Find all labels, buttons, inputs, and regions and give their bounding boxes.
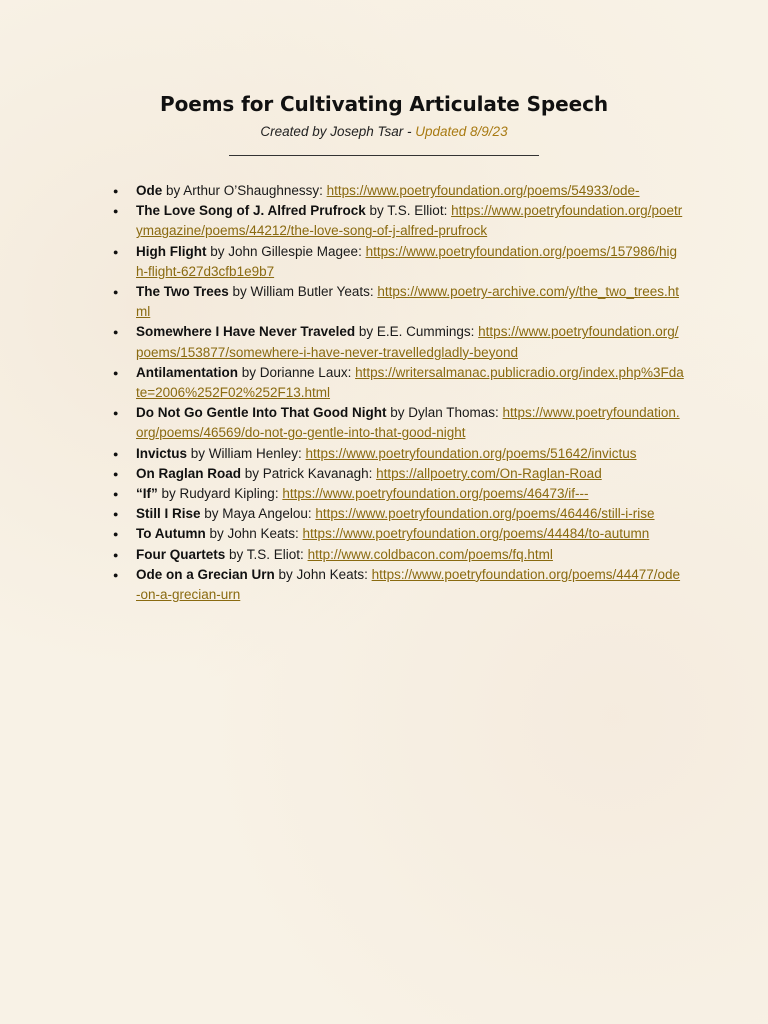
- poem-title: To Autumn: [136, 526, 206, 542]
- poem-list-item: [0, 565, 768, 605]
- poem-author: by John Keats:: [274, 566, 372, 582]
- page-title: Poems for Cultivating Articulate Speech: [160, 92, 608, 116]
- title-divider: [229, 155, 539, 156]
- poem-list-item: [0, 201, 768, 241]
- poem-title: On Raglan Road: [136, 465, 242, 481]
- poem-list-item: [0, 282, 768, 322]
- poem-list: [0, 181, 768, 605]
- poem-link[interactable]: https://www.poetryfoundation.org/poems/44477/ode-on-a-grecian-urn: [136, 566, 681, 603]
- poem-list-item: [0, 322, 768, 362]
- poem-list-item: [0, 484, 768, 504]
- poem-link[interactable]: https://www.poetryfoundation.org/poetrymagazine/poems/44212/the-love-song-of-j-alfred-prufrock: [136, 203, 683, 239]
- poem-author: by Patrick Kavanagh:: [241, 465, 377, 481]
- poem-author: by Dylan Thomas:: [386, 405, 503, 421]
- poem-title: Four Quartets: [136, 546, 226, 562]
- poem-list-item: [0, 242, 768, 282]
- poem-list-item: [0, 464, 768, 484]
- poem-link[interactable]: https://www.poetryfoundation.org/poems/51642/invictus: [305, 445, 637, 461]
- poem-author: by William Butler Yeats:: [228, 284, 378, 300]
- poem-list-item: [0, 444, 768, 464]
- poem-link[interactable]: https://www.poetryfoundation.org/poems/157986/high-flight-627d3cfb1e9b7: [136, 243, 678, 279]
- poem-list-item: [0, 545, 768, 565]
- poem-title: Do Not Go Gentle Into That Good Night: [136, 405, 387, 421]
- poem-title: High Flight: [136, 243, 207, 259]
- poem-title: Ode: [136, 183, 163, 198]
- poem-link[interactable]: https://www.poetryfoundation.org/poems/46446/still-i-rise: [315, 506, 655, 522]
- poem-author: by Maya Angelou:: [200, 506, 316, 522]
- poem-list-item: [0, 403, 768, 443]
- poem-link[interactable]: https://www.poetryfoundation.org/poems/153877/somewhere-i-have-never-travelledgladly-beyond: [136, 324, 679, 360]
- poem-author: by John Gillespie Magee:: [206, 243, 366, 259]
- poem-link[interactable]: https://writersalmanac.publicradio.org/index.php%3Fdate=2006%252F02%252F13.html: [136, 364, 684, 401]
- poem-link[interactable]: https://www.poetry-archive.com/y/the_two_trees.html: [136, 284, 679, 320]
- poem-author: by Dorianne Laux:: [238, 364, 356, 380]
- poem-link[interactable]: https://www.poetryfoundation.org/poems/46473/if---: [282, 486, 589, 502]
- poem-author: by William Henley:: [187, 445, 306, 461]
- updated-date-text: Updated 8/9/23: [415, 124, 508, 139]
- poem-author: by Arthur O’Shaughnessy:: [162, 183, 327, 198]
- poem-author: by T.S. Elliot:: [365, 203, 452, 219]
- poem-title: Invictus: [136, 445, 188, 461]
- poem-link[interactable]: https://www.poetryfoundation.org/poems/54933/ode-: [326, 183, 640, 198]
- page-subtitle: [0, 124, 768, 139]
- poem-link[interactable]: http://www.coldbacon.com/poems/fq.html: [307, 546, 553, 562]
- poem-author: by T.S. Eliot:: [225, 546, 308, 562]
- poem-title: “If”: [136, 486, 158, 502]
- poem-title: Somewhere I Have Never Traveled: [136, 324, 356, 340]
- poem-title: The Love Song of J. Alfred Prufrock: [136, 203, 366, 219]
- poem-list-item: [0, 181, 768, 201]
- created-by-text: Created by Joseph Tsar -: [260, 124, 416, 139]
- poem-author: by John Keats:: [205, 526, 303, 542]
- poem-title: Ode on a Grecian Urn: [136, 566, 275, 582]
- poem-title: Still I Rise: [136, 506, 201, 522]
- poem-title: Antilamentation: [136, 364, 239, 380]
- poem-author: by Rudyard Kipling:: [157, 486, 283, 502]
- poem-list-item: [0, 524, 768, 544]
- poem-title: The Two Trees: [136, 284, 229, 300]
- poem-link[interactable]: https://www.poetryfoundation.org/poems/46569/do-not-go-gentle-into-that-good-night: [136, 405, 680, 441]
- poem-list-item: [0, 504, 768, 524]
- poem-link[interactable]: https://allpoetry.com/On-Raglan-Road: [376, 465, 602, 481]
- poem-author: by E.E. Cummings:: [355, 324, 479, 340]
- poem-list-item: [0, 363, 768, 403]
- poem-link[interactable]: https://www.poetryfoundation.org/poems/44484/to-autumn: [302, 526, 650, 542]
